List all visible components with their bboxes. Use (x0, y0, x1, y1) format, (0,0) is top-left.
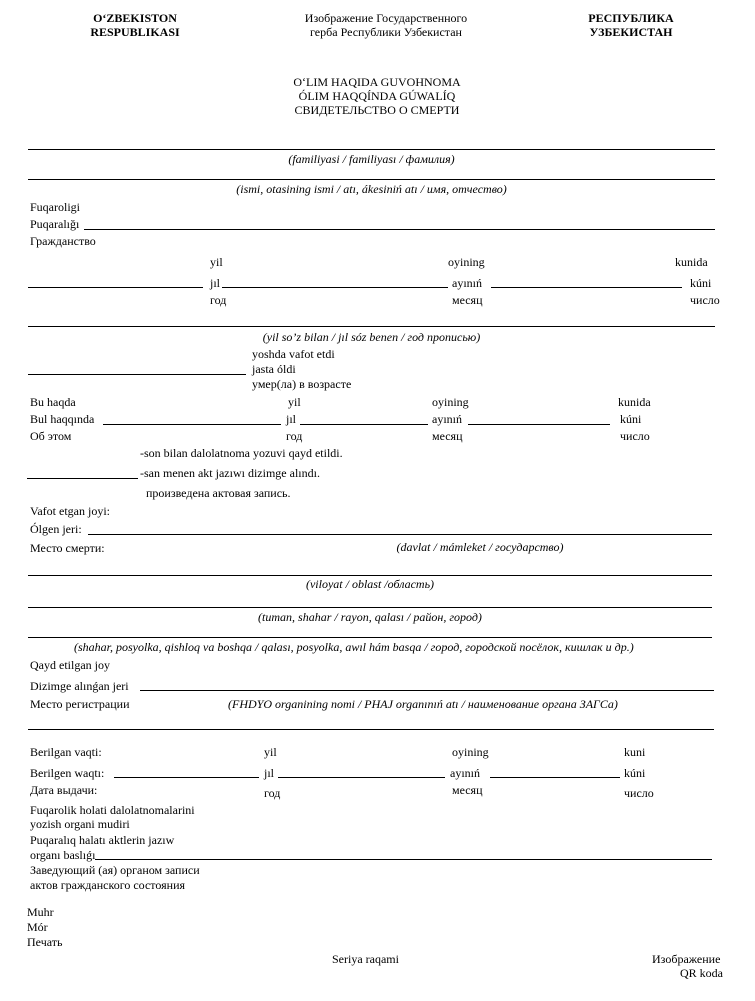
issued-day-line[interactable] (490, 777, 620, 778)
about-day-label-uz: kunida (618, 395, 651, 409)
about-label-ru: Об этом (30, 429, 72, 443)
death-year-label-uz: yil (210, 255, 223, 269)
about-year-line[interactable] (103, 424, 281, 425)
header-center-line1: Изображение Государственного (304, 11, 468, 25)
seal-label-kaa: Mór (27, 920, 48, 934)
title-line2: ÓLIM HAQQÍNDA GÚWALÍQ (298, 89, 456, 103)
issued-month-line[interactable] (278, 777, 445, 778)
state-line[interactable] (88, 534, 712, 535)
issued-label-uz: Berilgan vaqti: (30, 745, 102, 759)
head-label-ru-1: Заведующий (ая) органом записи (30, 863, 200, 877)
head-label-uz-2: yozish organi mudiri (30, 817, 130, 831)
locality-line[interactable] (28, 637, 712, 638)
year-words-line[interactable] (28, 326, 715, 327)
citizenship-line[interactable] (84, 229, 715, 230)
citizenship-label-ru: Гражданство (30, 234, 96, 248)
about-year-label-kaa: jıl (286, 412, 297, 426)
record-text-uz: -son bilan dalolatnoma yozuvi qayd etildi. (140, 446, 343, 460)
citizenship-label-uz: Fuqaroligi (30, 200, 80, 214)
death-day-label-uz: kunida (675, 255, 708, 269)
death-month-label-ru: месяц (452, 293, 483, 307)
issued-year-label-kaa: jıl (264, 766, 275, 780)
death-month-label-kaa: ayınıń (452, 276, 482, 290)
registry-office-line[interactable] (140, 690, 714, 691)
issued-day-label-uz: kuni (624, 745, 646, 759)
about-month-label-ru: месяц (432, 429, 463, 443)
issued-year-label-uz: yil (264, 745, 277, 759)
death-month-line[interactable] (222, 287, 448, 288)
issued-year-label-ru: год (264, 786, 281, 800)
locality-caption: (shahar, posyolka, qishloq va boshqa / qalası, posyolka, awıl hám basqa / город, городской посёлок, кишлак и др.) (74, 640, 634, 654)
issued-label-kaa: Berilgen waqtı: (30, 766, 105, 780)
registry-office-line-2[interactable] (28, 729, 714, 730)
about-label-uz: Bu haqda (30, 395, 76, 409)
death-day-label-kaa: kúni (690, 276, 712, 290)
about-month-label-uz: oyining (432, 395, 469, 409)
death-place-label-kaa: Ólgen jeri: (30, 522, 82, 536)
head-label-kaa-2: organı baslıǵı (30, 848, 96, 862)
about-month-line[interactable] (300, 424, 428, 425)
head-label-uz-1: Fuqarolik holati dalolatnomalarini (30, 803, 195, 817)
header-center-line2: герба Республики Узбекистан (310, 25, 462, 39)
record-text-ru: произведена актовая запись. (146, 486, 291, 500)
age-line[interactable] (28, 374, 246, 375)
about-label-kaa: Bul haqqında (30, 412, 95, 426)
header-left-line2: RESPUBLIKASI (90, 25, 180, 39)
year-words-caption: (yil so’z bilan / jıl sóz benen / год прописью) (262, 330, 481, 344)
age-label-ru: умер(ла) в возрасте (252, 377, 352, 391)
death-place-label-uz: Vafot etgan joyi: (30, 504, 110, 518)
about-day-label-kaa: kúni (620, 412, 642, 426)
about-year-label-ru: год (286, 429, 303, 443)
state-caption: (davlat / mámleket / государство) (396, 540, 564, 554)
death-day-label-ru: число (690, 293, 720, 307)
record-text-kaa: -san menen akt jazıwı dizimge alındı. (140, 466, 320, 480)
issued-month-label-ru: месяц (452, 783, 483, 797)
death-month-label-uz: oyining (448, 255, 485, 269)
issued-month-label-uz: oyining (452, 745, 489, 759)
title-line3: СВИДЕТЕЛЬСТВО О СМЕРТИ (294, 103, 460, 117)
region-line[interactable] (28, 575, 712, 576)
registry-office-caption: (FHDYO organining nomi / PHAJ organınıń atı / наименование органа ЗАГСа) (228, 697, 618, 711)
death-day-line[interactable] (491, 287, 682, 288)
head-label-ru-2: актов гражданского состояния (30, 878, 186, 892)
about-day-label-ru: число (620, 429, 650, 443)
about-day-line[interactable] (468, 424, 610, 425)
death-year-label-kaa: jıl (210, 276, 221, 290)
reg-place-label-uz: Qayd etilgan joy (30, 658, 110, 672)
series-number-label: Seriya raqami (332, 952, 399, 966)
citizenship-label-kaa: Puqaralığı (30, 217, 80, 231)
about-year-label-uz: yil (288, 395, 301, 409)
head-signature-line[interactable] (95, 859, 712, 860)
issued-label-ru: Дата выдачи: (30, 783, 98, 797)
name-line[interactable] (28, 179, 715, 180)
seal-label-ru: Печать (27, 935, 63, 949)
district-caption: (tuman, shahar / rayon, qalası / район, город) (258, 610, 482, 624)
district-line[interactable] (28, 607, 712, 608)
death-year-line[interactable] (28, 287, 203, 288)
surname-line[interactable] (28, 149, 715, 150)
header-right-line1: РЕСПУБЛИКА (588, 11, 674, 25)
region-caption: (viloyat / oblast /область) (305, 577, 435, 591)
name-caption: (ismi, otasining ismi / atı, ákesiniń atı / имя, отчество) (236, 182, 507, 196)
seal-label-uz: Muhr (27, 905, 54, 919)
surname-caption: (familiyasi / familiyası / фамилия) (288, 152, 455, 166)
head-label-kaa-1: Puqaralıq halatı aktlerin jazıw (30, 833, 175, 847)
issued-day-label-ru: число (624, 786, 654, 800)
about-month-label-kaa: ayınıń (432, 412, 462, 426)
reg-place-label-ru: Место регистрации (30, 697, 130, 711)
age-label-kaa: jasta óldi (252, 362, 296, 376)
header-right-line2: УЗБЕКИСТАН (589, 25, 673, 39)
qr-code-placeholder-line2: QR koda (680, 966, 723, 980)
age-label-uz: yoshda vafot etdi (252, 347, 335, 361)
death-year-label-ru: год (210, 293, 227, 307)
reg-place-label-kaa: Dizimge alınǵan jeri (30, 679, 129, 693)
issued-day-label-kaa: kúni (624, 766, 646, 780)
issued-month-label-kaa: ayınıń (450, 766, 480, 780)
death-place-label-ru: Место смерти: (30, 541, 105, 555)
header-left-line1: O‘ZBEKISTON (93, 11, 177, 25)
record-number-line[interactable] (27, 478, 138, 479)
issued-year-line[interactable] (114, 777, 259, 778)
title-line1: O‘LIM HAQIDA GUVOHNOMA (293, 75, 461, 89)
qr-code-placeholder-line1: Изображение (652, 952, 721, 966)
